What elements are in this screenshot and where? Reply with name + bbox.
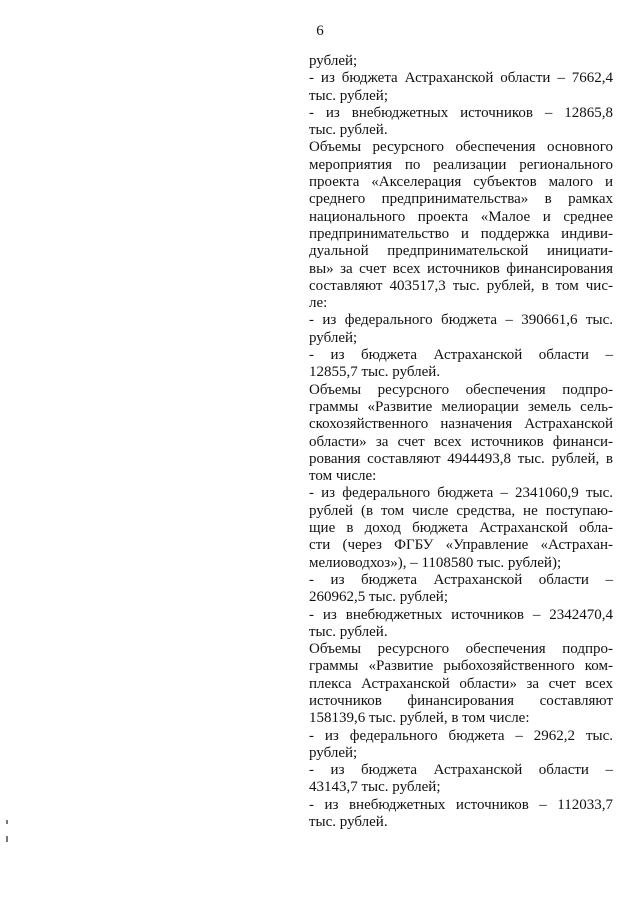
text-line: рублей; <box>309 329 358 346</box>
document-text-column <box>309 53 613 831</box>
text-line: Объемы ресурсного обеспечения основного <box>309 139 613 156</box>
text-line: национального проекта «Малое и среднее <box>309 208 613 225</box>
text-line: среднего предпринимательства» в рамках <box>309 191 613 208</box>
scan-mark <box>6 836 8 842</box>
text-line: рублей; <box>309 744 358 761</box>
text-line: - из бюджета Астраханской области – 7662,4 <box>309 70 613 87</box>
text-line: рублей; <box>309 53 358 69</box>
text-line: - из бюджета Астраханской области – <box>309 347 613 364</box>
text-line: граммы «Развитие рыбохозяйственного ком- <box>309 658 613 675</box>
scan-mark <box>6 820 8 824</box>
page-number: 6 <box>316 23 324 39</box>
text-line: составляют 403517,3 тыс. рублей, в том чис- <box>309 277 613 294</box>
text-line: проекта «Акселерация субъектов малого и <box>309 174 613 191</box>
text-line: 158139,6 тыс. рублей, в том числе: <box>309 710 530 727</box>
text-line: ле: <box>309 295 328 312</box>
text-line: - из федерального бюджета – 390661,6 тыс. <box>309 312 613 329</box>
text-line: Объемы ресурсного обеспечения подпро- <box>309 381 613 398</box>
text-line: том числе: <box>309 468 377 485</box>
text-line: дуальной предпринимательской инициати- <box>309 243 613 260</box>
text-line: 12855,7 тыс. рублей. <box>309 364 441 381</box>
text-line: - из федерального бюджета – 2962,2 тыс. <box>309 727 613 744</box>
text-line: вы» за счет всех источников финансирования <box>309 260 613 277</box>
text-line: скохозяйственного назначения Астраханской <box>309 416 613 433</box>
text-line: Объемы ресурсного обеспечения подпро- <box>309 641 613 658</box>
text-line: - из внебюджетных источников – 2342470,4 <box>309 606 613 623</box>
text-line: источников финансирования составляют <box>309 692 613 709</box>
text-line: граммы «Развитие мелиорации земель сель- <box>309 398 613 415</box>
text-line: рублей (в том числе средства, не поступаю- <box>309 502 613 519</box>
text-line: области» за счет всех источников финанси- <box>309 433 613 450</box>
text-line: тыс. рублей. <box>309 814 388 831</box>
text-line: - из федерального бюджета – 2341060,9 тыс. <box>309 485 613 502</box>
text-line: рования составляют 4944493,8 тыс. рублей, в <box>309 450 613 467</box>
text-line: 260962,5 тыс. рублей; <box>309 589 448 606</box>
text-line: - из внебюджетных источников – 12865,8 <box>309 104 613 121</box>
text-line: - из бюджета Астраханской области – <box>309 762 613 779</box>
text-line: тыс. рублей; <box>309 87 388 104</box>
text-line: 43143,7 тыс. рублей; <box>309 779 441 796</box>
text-line: щие в доход бюджета Астраханской обла- <box>309 520 613 537</box>
text-line: мероприятия по реализации регионального <box>309 156 613 173</box>
text-line: сти (через ФГБУ «Управление «Астрахан- <box>309 537 613 554</box>
text-line: - из бюджета Астраханской области – <box>309 571 613 588</box>
text-line: плекса Астраханской области» за счет всех <box>309 675 613 692</box>
text-line: - из внебюджетных источников – 112033,7 <box>309 796 613 813</box>
text-line: мелиоводхоз»), – 1108580 тыс. рублей); <box>309 554 562 571</box>
text-line: тыс. рублей. <box>309 623 388 640</box>
text-line: предпринимательство и поддержка индиви- <box>309 225 613 242</box>
text-line: тыс. рублей. <box>309 122 388 139</box>
